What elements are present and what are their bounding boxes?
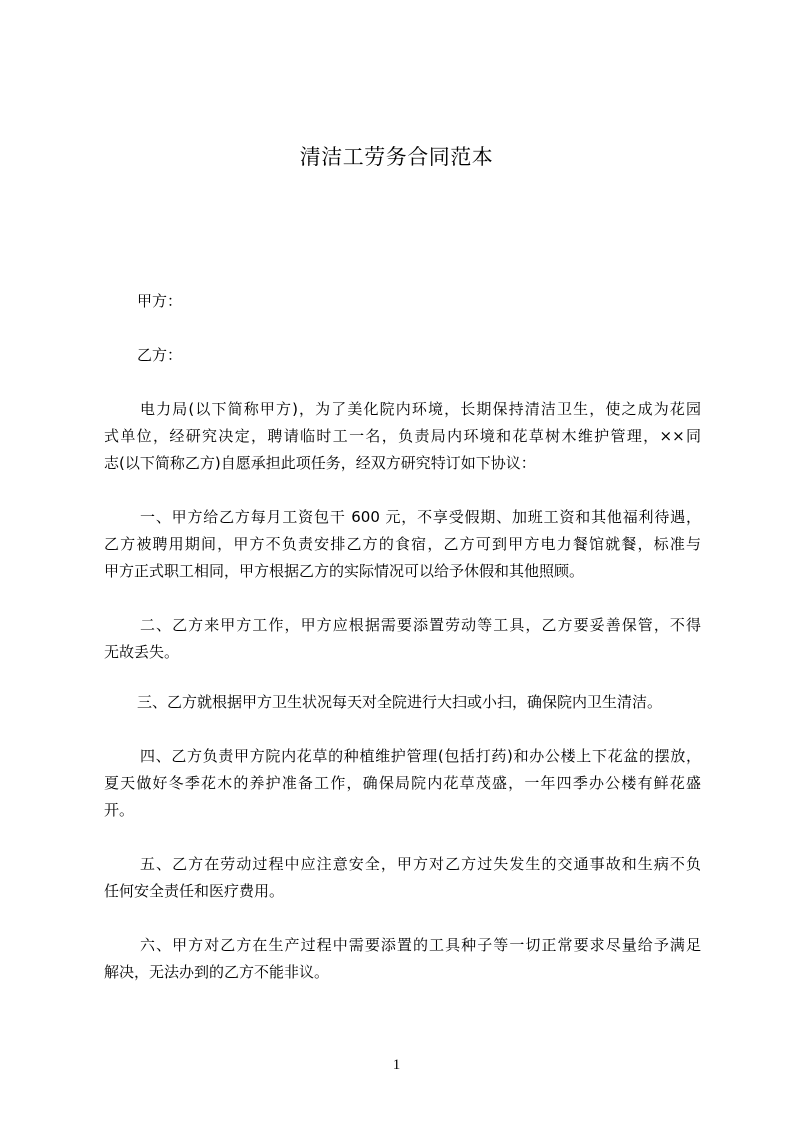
paragraph-line: 五、乙方在劳动过程中应注意安全，甲方对乙方过失发生的交通事故和生病不负: [140, 855, 701, 873]
paragraph-line: 一、甲方给乙方每月工资包干 600 元，不享受假期、加班工资和其他福利待遇，: [140, 508, 701, 526]
paragraph-line: 甲方正式职工相同，甲方根据乙方的实际情况可以给予休假和其他照顾。: [104, 562, 585, 580]
paragraph-line: 二、乙方来甲方工作，甲方应根据需要添置劳动等工具，乙方要妥善保管，不得: [140, 616, 701, 634]
paragraph-line: 乙方被聘用期间，甲方不负责安排乙方的食宿，乙方可到甲方电力餐馆就餐，标准与: [104, 535, 701, 553]
paragraph-line: 任何安全责任和医疗费用。: [104, 882, 285, 900]
paragraph-line: 式单位，经研究决定，聘请临时工一名，负责局内环境和花草树木维护管理，××同: [104, 427, 701, 445]
page-number: 1: [392, 1057, 401, 1073]
document-title: 清洁工劳务合同范本: [299, 145, 494, 169]
paragraph-line: 六、甲方对乙方在生产过程中需要添置的工具种子等一切正常要求尽量给予满足: [140, 936, 701, 954]
paragraph-line: 开。: [104, 801, 135, 819]
paragraph-line: 电力局(以下简称甲方)，为了美化院内环境，长期保持清洁卫生，使之成为花园: [140, 400, 701, 418]
party-a-label: 甲方：: [137, 292, 183, 310]
paragraph-line: 解决，无法办到的乙方不能非议。: [104, 963, 330, 981]
paragraph-line: 四、乙方负责甲方院内花草的种植维护管理(包括打药)和办公楼上下花盆的摆放，: [140, 747, 701, 765]
paragraph-line: 夏天做好冬季花木的养护准备工作，确保局院内花草茂盛，一年四季办公楼有鲜花盛: [104, 774, 701, 792]
party-b-label: 乙方：: [137, 346, 183, 364]
paragraph-line: 三、乙方就根据甲方卫生状况每天对全院进行大扫或小扫，确保院内卫生清洁。: [137, 693, 663, 711]
paragraph-line: 志(以下简称乙方)自愿承担此项任务，经双方研究特订如下协议：: [104, 454, 536, 472]
paragraph-line: 无故丢失。: [104, 643, 180, 661]
